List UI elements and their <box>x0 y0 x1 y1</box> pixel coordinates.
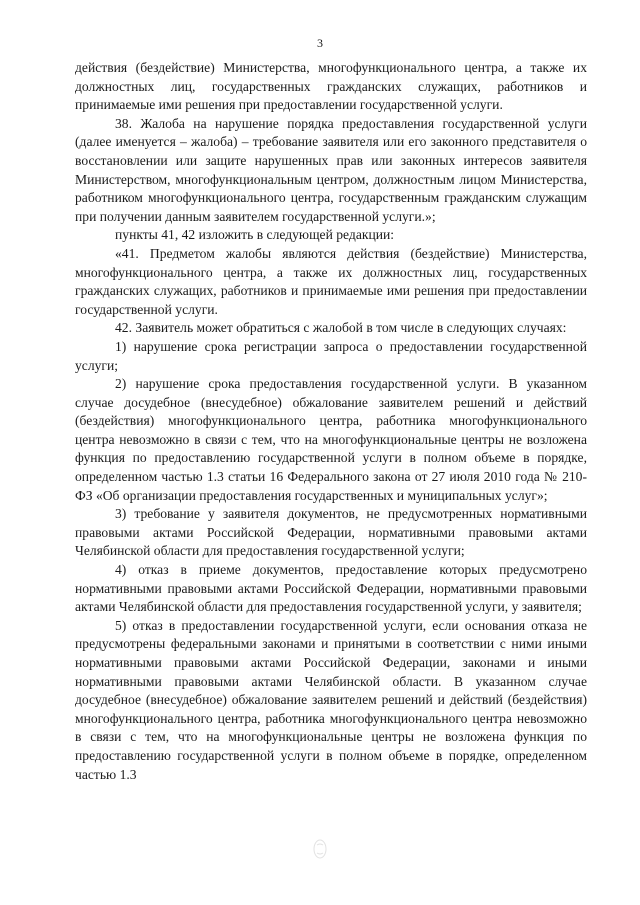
list-item-3: 3) требование у заявителя документов, не предусмотренных нормативными правовыми актами Российской Федерации, нормативными правовыми актами Челябинской области для предоставления государственной услуги; <box>75 506 587 559</box>
paragraph-38: 38. Жалоба на нарушение порядка предоставления государственной услуги (далее именуется – жалоба) – требование заявителя или его законного представителя о восстановлении или защите нарушенных прав или законных интересов заявителя Министерством, многофункциональным центром, должностным лицом Министерства, работником многофункционального центра, государственным гражданским служащим при получении данным заявителем государственной услуги.»; <box>75 115 587 224</box>
list-item-5: 5) отказ в предоставлении государственной услуги, если основания отказа не предусмотрены федеральными законами и принятыми в соответствии с ними иными нормативными правовыми актами Российской Федерации, законами и иными нормативными правовыми актами Челябинской области. В указанном случае досудебное (внесудебное) обжалование заявителем решений и действий (бездействия) многофункционального центра, работника многофункционального центра невозможно в связи с тем, что на многофункциональные центры не возложена функция по предоставлению государственной услуги в полном объеме в порядке, определенном частью 1.3 <box>75 617 587 782</box>
list-item-4: 4) отказ в приеме документов, предоставление которых предусмотрено нормативными правовыми актами Российской Федерации, нормативными правовыми актами Челябинской области для предоставления государственной услуги, у заявителя; <box>75 562 587 615</box>
faint-stamp-mark <box>312 838 328 860</box>
paragraph-continuation: действия (бездействие) Министерства, многофункционального центра, а также их должностных лиц, государственных гражданских служащих, работников и принимаемые ими решения при предоставлении государственной услуги. <box>75 60 587 113</box>
list-item-2: 2) нарушение срока предоставления государственной услуги. В указанном случае досудебное (внесудебное) обжалование заявителем решений и действий (бездействия) многофункционального центра, работника многофункционального центра невозможно в связи с тем, что на многофункциональные центры не возложена функция по предоставлению государственной услуги в полном объеме в порядке, определенном частью 1.3 статьи 16 Федерального закона от 27 июля 2010 года № 210-ФЗ «Об организации предоставления государственных и муниципальных услуг»; <box>75 376 587 503</box>
document-body <box>75 59 587 784</box>
paragraph-41: «41. Предметом жалобы являются действия (бездействие) Министерства, многофункционального центра, а также их должностных лиц, государственных гражданских служащих, работников и принимаемые ими решения при предоставлении государственной услуги. <box>75 245 587 317</box>
paragraph-42: 42. Заявитель может обратиться с жалобой в том числе в следующих случаях: <box>115 320 567 336</box>
paragraph-amendment-intro: пункты 41, 42 изложить в следующей редакции: <box>115 227 395 243</box>
list-item-1: 1) нарушение срока регистрации запроса о предоставлении государственной услуги; <box>75 338 587 373</box>
page-number: 3 <box>317 36 323 50</box>
